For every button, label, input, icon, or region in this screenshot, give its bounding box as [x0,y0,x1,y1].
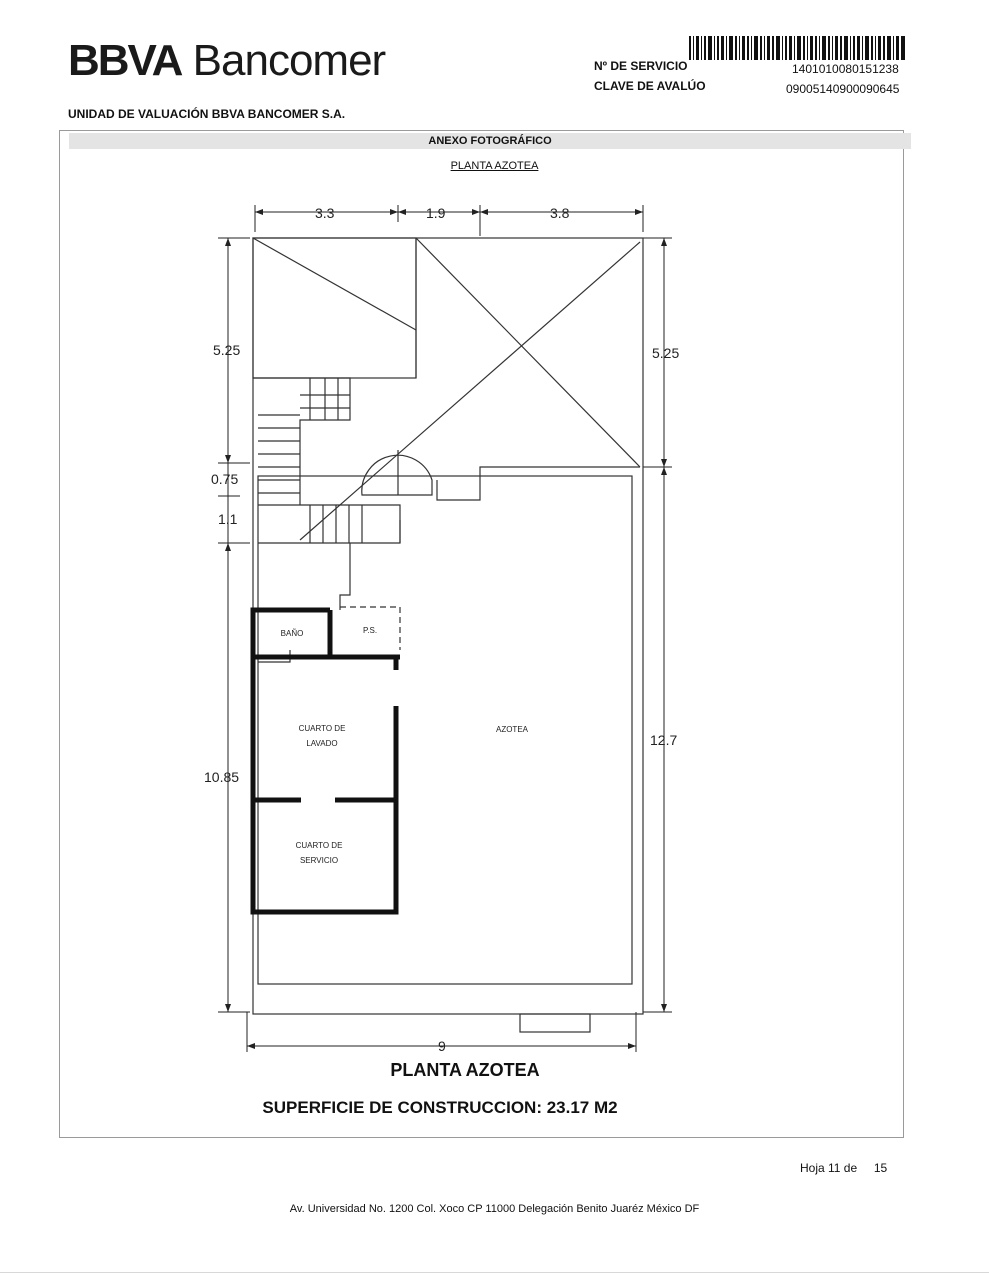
dim-left-a: 5.25 [213,342,241,358]
dim-left-b: 0.75 [211,471,239,487]
dim-right-b: 12.7 [650,732,678,748]
valuation-unit-name: UNIDAD DE VALUACIÓN BBVA BANCOMER S.A. [68,107,346,121]
service-number-value: 1401010080151238 [792,62,899,76]
construction-surface: SUPERFICIE DE CONSTRUCCION: 23.17 M2 [262,1098,618,1117]
room-ps-label: P.S. [362,626,378,635]
room-service-label-2: SERVICIO [299,856,339,865]
dim-right-a: 5.25 [652,345,680,361]
dim-left-d: 10.85 [204,769,240,785]
appraisal-key-value: 09005140900090645 [786,82,900,96]
dim-top-b: 1.9 [426,205,446,221]
bottom-divider [0,1272,989,1273]
plan-title: PLANTA AZOTEA [390,1060,540,1080]
dim-left-c: 1.1 [218,511,238,527]
room-roof-label: AZOTEA [495,725,529,734]
footer-address: Av. Universidad No. 1200 Col. Xoco CP 11000 Delegación Benito Juaréz México DF [289,1203,700,1215]
room-bath-label: BAÑO [280,629,304,638]
page-total: 15 [873,1161,888,1175]
logo-name: Bancomer [192,36,386,85]
room-service-label-1: CUARTO DE [295,841,343,850]
annex-title: ANEXO FOTOGRÁFICO [69,133,911,149]
service-number-label: Nº DE SERVICIO [594,59,688,73]
appraisal-key-label: CLAVE DE AVALÚO [594,79,706,93]
room-laundry-label-1: CUARTO DE [298,724,346,733]
plan-subtitle: PLANTA AZOTEA [450,160,539,172]
dim-bottom: 9 [438,1038,446,1054]
room-laundry-label-2: LAVADO [306,739,338,748]
page-number [800,1161,887,1175]
dim-top-c: 3.8 [550,205,570,221]
dim-top-a: 3.3 [315,205,335,221]
page-label: Hoja 11 de [800,1161,858,1175]
logo-brand: BBVA [68,36,182,85]
